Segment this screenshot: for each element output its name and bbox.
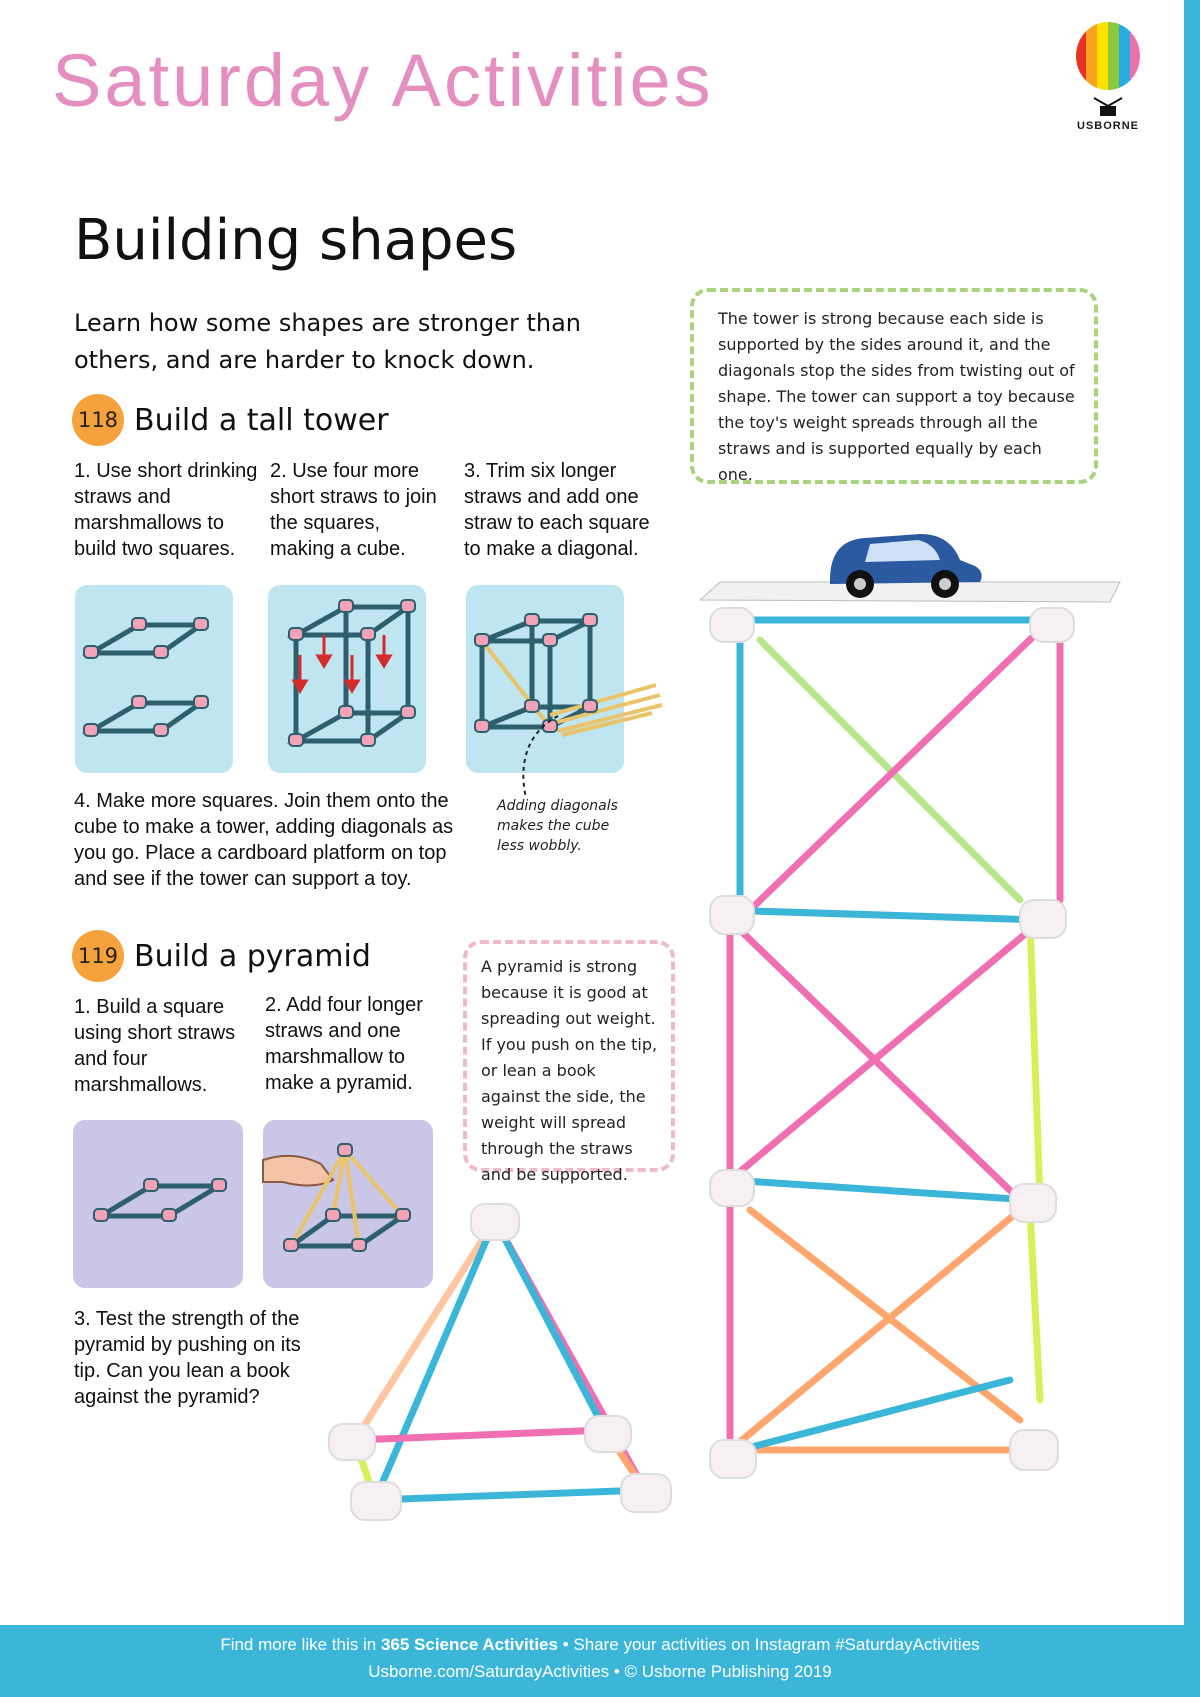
pyramid-step-3: 3. Test the strength of the pyramid by pushing on its tip. Can you lean a book against the pyramid? bbox=[74, 1308, 301, 1408]
page-border bbox=[1184, 0, 1200, 1697]
book-title: 365 Science Activities bbox=[380, 1635, 558, 1654]
footer-line-1: Find more like this in 365 Science Activities • Share your activities on Instagram #SaturdayActivities bbox=[220, 1635, 980, 1654]
tower-step-4: 4. Make more squares. Join them onto the cube to make a tower, adding diagonals as you go. Place a cardboard platform on top and see if the tower can support a toy. bbox=[74, 790, 454, 890]
page-title: Saturday Activities bbox=[52, 39, 714, 122]
illustration-cube bbox=[268, 585, 426, 773]
caption-pointer-line bbox=[508, 712, 568, 802]
photo-straw-tower bbox=[690, 520, 1150, 1520]
intro-text: Learn how some shapes are stronger than others, and are harder to knock down. bbox=[74, 309, 581, 374]
section-tower-header bbox=[72, 394, 389, 446]
tower-step-1: 1. Use short drinking straws and marshmallows to build two squares. bbox=[74, 460, 258, 560]
pyramid-step-1: 1. Build a square using short straws and four marshmallows. bbox=[74, 996, 236, 1096]
photo-straw-pyramid bbox=[315, 1190, 715, 1530]
page-heading: Building shapes bbox=[74, 208, 518, 273]
footer-line-2: Usborne.com/SaturdayActivities • © Usborne Publishing 2019 bbox=[368, 1662, 832, 1681]
pyramid-step-2: 2. Add four longer straws and one marshmallow to make a pyramid. bbox=[265, 994, 423, 1094]
section-pyramid-header bbox=[72, 930, 371, 982]
tower-step-2: 2. Use four more short straws to join the squares, making a cube. bbox=[270, 460, 437, 560]
tower-step-3: 3. Trim six longer straws and add one straw to each square to make a diagonal. bbox=[464, 460, 650, 560]
activity-number-badge: 118 bbox=[72, 394, 124, 446]
illustration-square bbox=[73, 1120, 243, 1288]
diagonals-caption: Adding diagonals makes the cube less wobbly. bbox=[497, 798, 618, 854]
logo-text: USBORNE bbox=[1076, 120, 1139, 132]
activity-number-badge: 119 bbox=[72, 930, 124, 982]
tower-explanation-note: The tower is strong because each side is supported by the sides around it, and the diagonals stop the sides from twisting out of shape. The tower can support a toy because the toy's weight spreads through all the straws and is supported equally by each one. bbox=[690, 288, 1098, 484]
pyramid-explanation-note: A pyramid is strong because it is good at spreading out weight. If you push on the tip, or lean a book against the side, the weight will spread through the straws and be supported. bbox=[463, 940, 675, 1172]
footer bbox=[0, 1625, 1200, 1697]
section-title: Build a tall tower bbox=[134, 402, 389, 438]
illustration-two-squares bbox=[75, 585, 233, 773]
section-title: Build a pyramid bbox=[134, 938, 371, 974]
hot-air-balloon-icon bbox=[1072, 22, 1144, 132]
